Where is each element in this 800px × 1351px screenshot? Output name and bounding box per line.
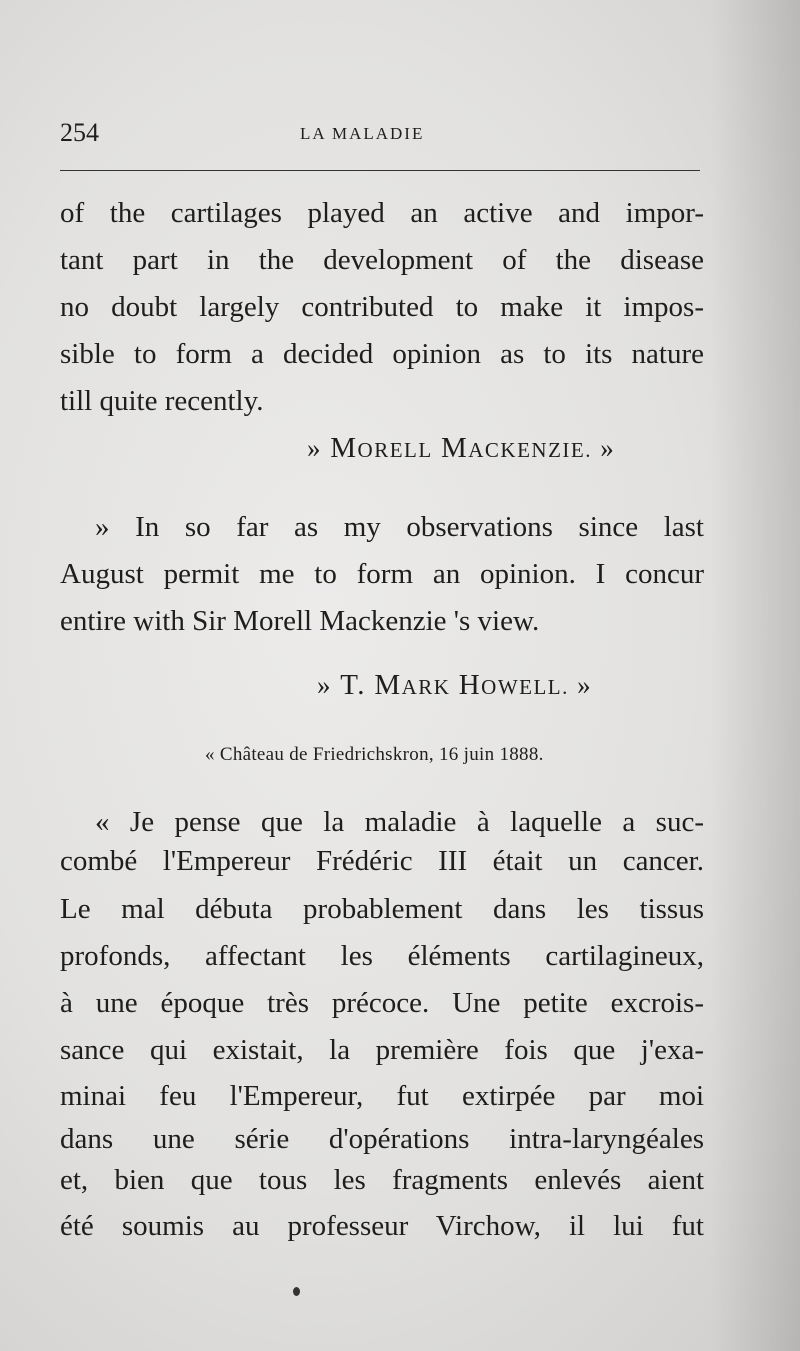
signature-smallcaps: ARK [401, 675, 451, 699]
signature-initial: M [440, 432, 469, 464]
signature-initial: M [374, 669, 402, 701]
page-header [60, 118, 700, 158]
signature-smallcaps: ACKENZIE. [468, 438, 592, 462]
text-line: August permit me to form an opinion. I concur [60, 558, 704, 590]
text-line: till quite recently. [60, 385, 264, 417]
header-rule [60, 170, 700, 171]
signature-smallcaps: OWELL. [481, 675, 569, 699]
quote-mark: » [577, 670, 593, 700]
text-line: tant part in the development of the disease [60, 244, 704, 276]
text-line: of the cartilages played an active and impor- [60, 197, 704, 229]
text-line: sible to form a decided opinion as to its nature [60, 338, 704, 370]
text-line: entire with Sir Morell Mackenzie 's view. [60, 605, 540, 637]
text-line: profonds, affectant les éléments cartilagineux, [60, 940, 704, 972]
text-line: » In so far as my observations since last [95, 511, 704, 543]
signature-howell [317, 665, 592, 707]
quote-mark: » [600, 433, 616, 463]
signature-mackenzie [307, 428, 615, 470]
dateline: « Château de Friedrichskron, 16 juin 1888. [205, 744, 544, 765]
text-line: à une époque très précoce. Une petite excrois- [60, 987, 704, 1019]
text-line: été soumis au professeur Virchow, il lui fut [60, 1210, 704, 1242]
text-line: sance qui existait, la première fois que j'exa- [60, 1034, 704, 1066]
signature-smallcaps: ORELL [357, 438, 433, 462]
signature-initials: T. [340, 669, 367, 701]
quote-mark: » [307, 433, 322, 463]
quote-mark: » [317, 670, 332, 700]
ink-speck [293, 1287, 300, 1296]
text-line: « Je pense que la maladie à laquelle a suc- [95, 806, 704, 838]
text-line: Le mal débuta probablement dans les tissus [60, 893, 704, 925]
text-line: combé l'Empereur Frédéric III était un cancer. [60, 845, 704, 877]
page-number: 254 [60, 118, 99, 147]
signature-initial: H [458, 669, 482, 701]
running-head: LA MALADIE [300, 124, 425, 143]
text-line: minai feu l'Empereur, fut extirpée par moi [60, 1080, 704, 1112]
text-line: dans une série d'opérations intra-laryngéales [60, 1123, 704, 1155]
text-line: et, bien que tous les fragments enlevés aient [60, 1164, 704, 1196]
text-line: no doubt largely contributed to make it impos- [60, 291, 704, 323]
signature-initial: M [330, 432, 358, 464]
